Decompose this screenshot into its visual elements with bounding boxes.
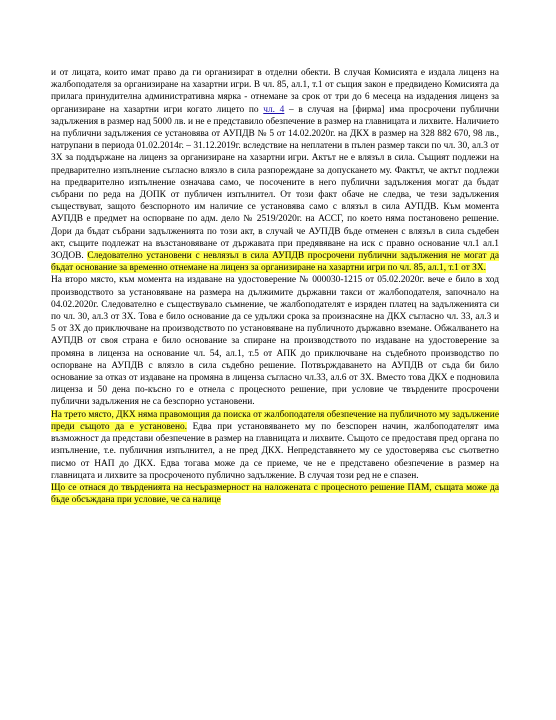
highlighted-conclusion-4: Що се отнася до твърденията на несъразмерност на наложената с процесното решение ПАМ, същата може да бъде обсъждана при условие, че са налице: [51, 482, 499, 506]
paragraph-1-text-a: и от лицата, които имат право да ги организират в отделни обекти. В случая Комисията е издала лиценз на жалбоподателя за организиране на хазартни игри. В чл. 85, ал.1, т.1 от същия закон е предвидено Комисията да прилага принудителна административна мярка - отнемане за срок от три до 6 месеца на издадения лиценз за организиране на хазартни игри когато лицето по: [51, 68, 499, 115]
paragraph-1: [51, 67, 499, 274]
paragraph-3-text: Едва при установяването му по безспорен начин, жалбоподателят има възможност да представи обезпечение в размер на главницата и лихвите. Същото се предоставя пред органа по изпълнение, т.е. публичния изпълнител, а не пред ДКХ. Непредставянето му се удостоверява със съответно писмо от НАП до ДКХ. Едва тогава може да се приеме, че не е представено обезпечение в размер на главницата и лихвите за просроченото публично задължение. В случая този ред не е спазен.: [51, 421, 499, 481]
highlighted-conclusion-1: Следователно установени с невлязъл в сила АУПДВ просрочени публични задължения не могат да бъдат основание за временно отнемане на лиценз за организиране на хазартни игри по чл. 85, ал.1, т.1 от ЗХ.: [51, 251, 499, 274]
highlighted-conclusion-3: На трето място, ДКХ няма правомощия да поиска от жалбоподателя обезпечение на публичното му задължение преди същото да е установено.: [51, 409, 499, 432]
paragraph-4: [51, 482, 499, 506]
paragraph-1-text-b: – в случая на [фирма] има просрочени публични задължения в размер над 5000 лв. и не е представило обезпечение в размер на главницата и лихвите. Наличието на публични задължения се установява от АУПДВ № 5 от 14.02.2020г. на ДКХ в размер на 328 882 670, 98 лв., натрупани в периода 01.02.2014г. – 31.12.2019г. вследствие на неплатени в пълен размер такси по чл. 30, ал.3 от ЗХ за поддържане на лиценз за организиране на хазартни игри. Актът не е влязъл в сила. Същият подлежи на предварително изпълнение съгласно влязло в сила разпореждане за допускането му. Фактът, че актът подлежи на предварително изпълнение означава само, че посочените в него публични задължения могат да бъдат събрани по реда на ДОПК от публичен изпълнител. От този факт обаче не следва, че тези задължения съществуват, защото безспорното им наличие се установява само с влязъл в сила АУПДВ. Към момента АУПДВ е предмет на оспорване по адм. дело № 2519/2020г. на АССГ, по което няма постановено решение. Дори да бъдат събрани задълженията по този акт, в случай че АУПДВ бъде отменен с влязъл в сила съдебен акт, същите подлежат на възстановяване от държавата при предявяване на иск с правно основание чл.1 ал.1 ЗОДОВ.: [51, 104, 499, 262]
paragraph-2: На второ място, към момента на издаване на удостоверение № 000030-1215 от 05.02.2020г. вече е било в ход производството за установяване на размера на дължимите държавни такси от жалбоподателя, започнало на 04.02.2020г. Следователно е съществувало съмнение, че жалбоподателят е изряден платец на задълженията си по чл. 30, ал.3 от ЗХ. Това е било основание да се удължи срока за произнасяне на ДКХ съгласно чл. 33, ал.3 и 5 от ЗХ до приключване на производството по установяване на публичното държавно вземане. Обжалването на АУПДВ от своя страна е било основание за спиране на производството по издаване на удостоверение за промяна в лиценза на основание чл. 54, ал.1, т.5 от АПК до приключване на съдебното производство по оспорване на АУПДВ с влязло в сила съдебно решение. Потвърждаването на АУПДВ от съда би било основание за отказ от издаване на промяна в лиценза съгласно чл.33, ал.6 от ЗХ. Вместо това ДКХ е подновила лиценза и 50 дена по-късно го е отнела с процесното решение, при условие че твърдените просрочени публични задължения не са безспорно установени.: [51, 275, 499, 408]
document-body: [51, 67, 499, 506]
paragraph-3: [51, 409, 499, 482]
law-article-link[interactable]: чл. 4: [263, 104, 285, 115]
